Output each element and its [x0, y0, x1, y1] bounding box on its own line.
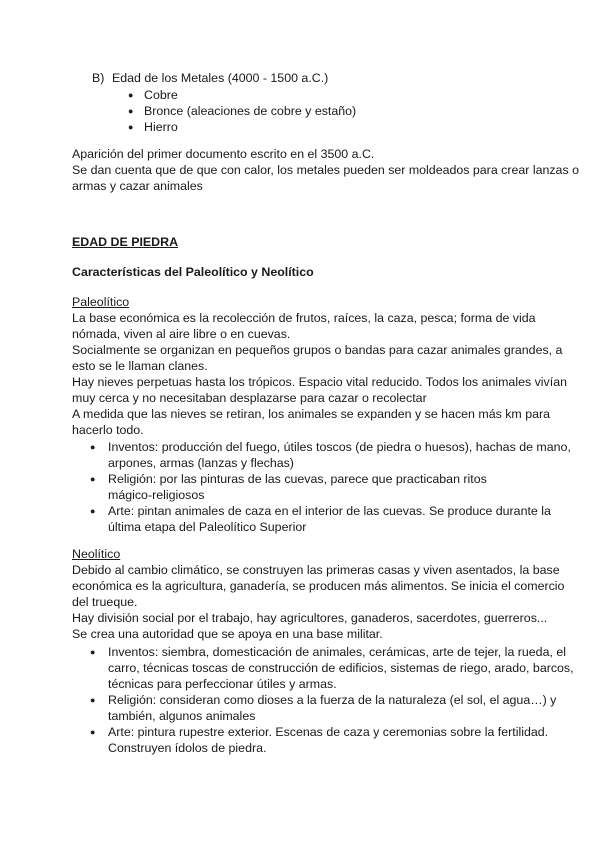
list-item: Construyen ídolos de piedra.: [108, 741, 267, 755]
list-item: técnicas para perfeccionar útiles y armas.: [108, 677, 337, 691]
bullet-icon: ●: [128, 90, 134, 100]
bullet-icon: ●: [90, 442, 96, 452]
list-item: Religión: consideran como dioses a la fuerza de la naturaleza (el sol, el agua…) y: [108, 693, 557, 707]
paragraph-line: nómada, viven al aire libre o en cuevas.: [72, 327, 291, 341]
bullet-icon: ●: [90, 474, 96, 484]
section-marker: B): [92, 71, 105, 85]
bullet-icon: ●: [90, 727, 96, 737]
bullet-icon: ●: [90, 695, 96, 705]
list-item: mágico-religiosos: [108, 488, 205, 502]
paragraph-line: económica es la agricultura, ganadería, se producen más alimentos. Se inicia el comercio: [72, 579, 565, 593]
paragraph-line: esto se le llaman clanes.: [72, 359, 208, 373]
list-item: Cobre: [144, 88, 178, 102]
paragraph-line: Se crea una autoridad que se apoya en una base militar.: [72, 627, 383, 641]
list-item: carro, técnicas toscas de construcción de edificios, sistemas de riego, arado, barcos,: [108, 661, 574, 675]
list-item: arpones, armas (lanzas y flechas): [108, 456, 294, 470]
paragraph: Se dan cuenta que de que con calor, los metales pueden ser moldeados para crear lanzas o: [72, 163, 579, 177]
section-heading: EDAD DE PIEDRA: [72, 235, 179, 249]
paragraph: Aparición del primer documento escrito en el 3500 a.C.: [72, 147, 375, 161]
list-item: Religión: por las pinturas de las cuevas, parece que practicaban ritos: [108, 472, 487, 486]
bullet-icon: ●: [90, 506, 96, 516]
paleolitico-title: Paleolítico: [72, 295, 130, 309]
list-item: última etapa del Paleolítico Superior: [108, 520, 307, 534]
list-item: también, algunos animales: [108, 709, 256, 723]
list-item: Arte: pintura rupestre exterior. Escenas de caza y ceremonias sobre la fertilidad.: [108, 725, 549, 739]
list-item: Arte: pintan animales de caza en el interior de las cuevas. Se produce durante la: [108, 504, 551, 518]
list-item: Hierro: [144, 120, 178, 134]
list-item: Inventos: producción del fuego, útiles toscos (de piedra o huesos), hachas de mano,: [108, 440, 571, 454]
paragraph-line: Hay nieves perpetuas hasta los trópicos. Espacio vital reducido. Todos los animales vivían: [72, 375, 567, 389]
subheading: Características del Paleolítico y Neolítico: [72, 265, 314, 279]
paragraph: armas y cazar animales: [72, 179, 203, 193]
paragraph-line: A medida que las nieves se retiran, los animales se expanden y se hacen más km para: [72, 407, 550, 421]
paragraph-line: La base económica es la recolección de frutos, raíces, la caza, pesca; forma de vida: [72, 311, 536, 325]
section-title: Edad de los Metales (4000 - 1500 a.C.): [112, 71, 329, 85]
bullet-icon: ●: [128, 106, 134, 116]
paragraph-line: muy cerca y no necesitaban desplazarse para cazar o recolectar: [72, 391, 427, 405]
paragraph-line: hacerlo todo.: [72, 423, 144, 437]
bullet-icon: ●: [128, 122, 134, 132]
bullet-icon: ●: [90, 647, 96, 657]
list-item: Inventos: siembra, domesticación de animales, cerámicas, arte de tejer, la rueda, el: [108, 645, 566, 659]
neolitico-title: Neolítico: [72, 547, 121, 561]
paragraph-line: Socialmente se organizan en pequeños grupos o bandas para cazar animales grandes, a: [72, 343, 563, 357]
list-item: Bronce (aleaciones de cobre y estaño): [144, 104, 357, 118]
paragraph-line: Debido al cambio climático, se construyen las primeras casas y viven asentados, la base: [72, 563, 560, 577]
paragraph-line: del trueque.: [72, 595, 138, 609]
paragraph-line: Hay división social por el trabajo, hay agricultores, ganaderos, sacerdotes, guerreros...: [72, 611, 548, 625]
